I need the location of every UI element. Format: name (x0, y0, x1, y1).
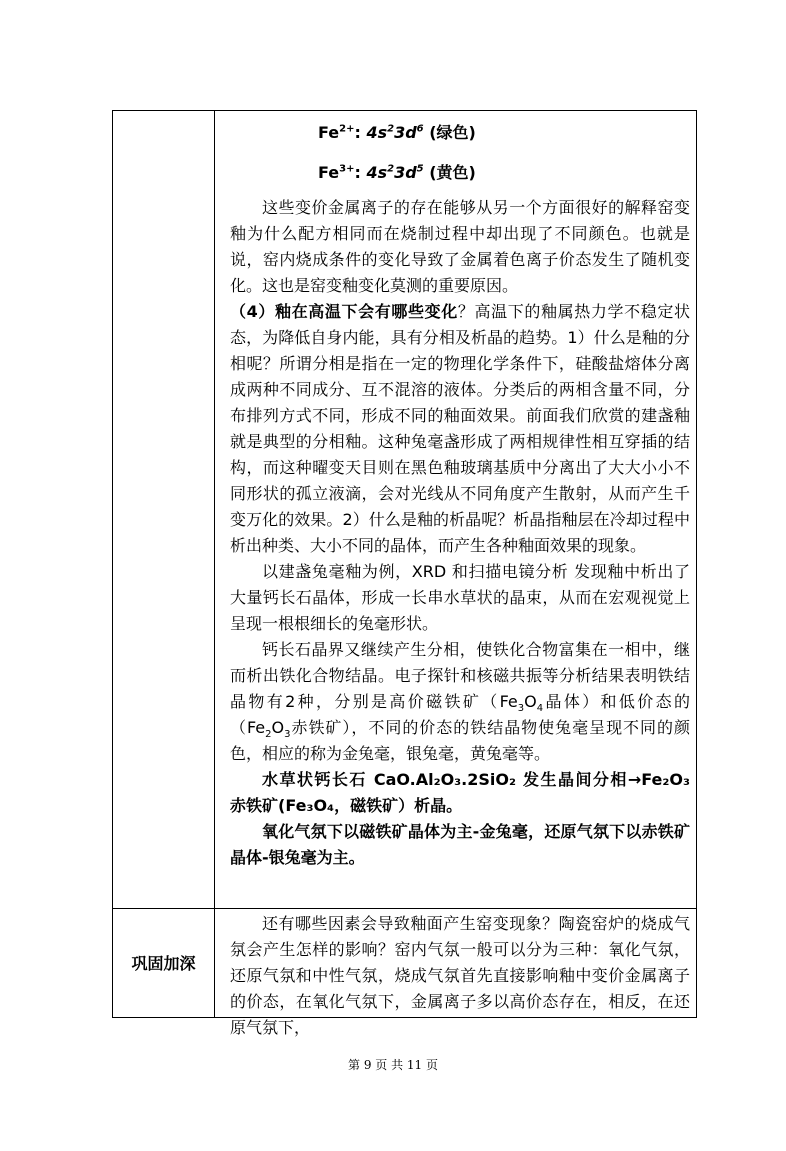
lower-cell (230, 911, 690, 1041)
paragraph-high-temp: （4）釉在高温下会有哪些变化？高温下的釉属热力学不稳定状态，为降低自身内能，具有分相及析晶的趋势。1）什么是釉的分相呢？所谓分相是指在一定的物理化学条件下，硅酸盐熔体分离成两种不同成分、互不混溶的液体。分类后的两相含量不同，分布排列方式不同，形成不同的釉面效果。前面我们欣赏的建盏釉就是典型的分相釉。这种兔毫盏形成了两相规律性相互穿插的结构，而这种曜变天目则在黑色釉玻璃基质中分离出了大大小小不同形状的孤立液滴，会对光线从不同角度产生散射，从而产生千变万化的效果。2）什么是釉的析晶呢？析晶指釉层在冷却过程中析出种类、大小不同的晶体，而产生各种釉面效果的现象。 (230, 302, 690, 555)
row-divider (113, 908, 696, 909)
main-text (230, 195, 690, 871)
paragraph-hare-fur: 以建盏兔毫釉为例，XRD 和扫描电镜分析 发现釉中析出了大量钙长石晶体，形成一长串水草状的晶束，从而在宏观视觉上呈现一根根细长的兔毫形状。 (230, 562, 690, 633)
page-footer: 第 9 页 共 11 页 (348, 1058, 438, 1072)
paragraph-anorthite-bold: 水草状钙长石 CaO.Al₂O₃.2SiO₂ 发生晶间分相→Fe₂O₃ 赤铁矿(Fe₃O₄，磁铁矿）析晶。 (230, 770, 690, 815)
content-table (112, 110, 697, 1037)
paragraph-kiln-atmosphere: 还有哪些因素会导致釉面产生窑变现象？陶瓷窑炉的烧成气氛会产生怎样的影响？窑内气氛一般可以分为三种：氧化气氛，还原气氛和中性气氛，烧成气氛首先直接影响釉中变价金属离子的价态，在氧化气氛下，金属离子多以高价态存在，相反，在还原气氛下， (230, 914, 690, 1037)
paragraph-iron-crystals: 钙长石晶界又继续产生分相，使铁化合物富集在一相中，继而析出铁化合物结晶。电子探针和核磁共振等分析结果表明铁结晶物有2种，分别是高价磁铁矿（$Fe_3O_4$晶体）和低价态的（$Fe_2O_3$赤铁矿），不同的价态的铁结晶物使兔毫呈现不同的颜色，相应的称为金兔毫，银兔毫，黄兔毫等。 (230, 640, 690, 763)
section-label: 巩固加深 (131, 954, 196, 973)
paragraph-valence: 这些变价金属离子的存在能够从另一个方面很好的解释窑变釉为什么配方相同而在烧制过程中却出现了不同颜色。也就是说，窑内烧成条件的变化导致了金属着色离子价态发生了随机变化。这也是窑变釉变化莫测的重要原因。 (230, 198, 690, 295)
fe3-config: $Fe^{3+}$: $4s^23d^5$ (黄色) (318, 163, 476, 182)
paragraph-atmosphere-bold: 氧化气氛下以磁铁矿晶体为主-金兔毫，还原气氛下以赤铁矿晶体-银兔毫为主。 (230, 822, 690, 867)
heading-high-temp: （4）釉在高温下会有哪些变化 (230, 302, 458, 321)
fe2-config: $Fe^{2+}$: $4s^23d^6$ (绿色) (318, 123, 476, 142)
column-divider (214, 111, 215, 1017)
